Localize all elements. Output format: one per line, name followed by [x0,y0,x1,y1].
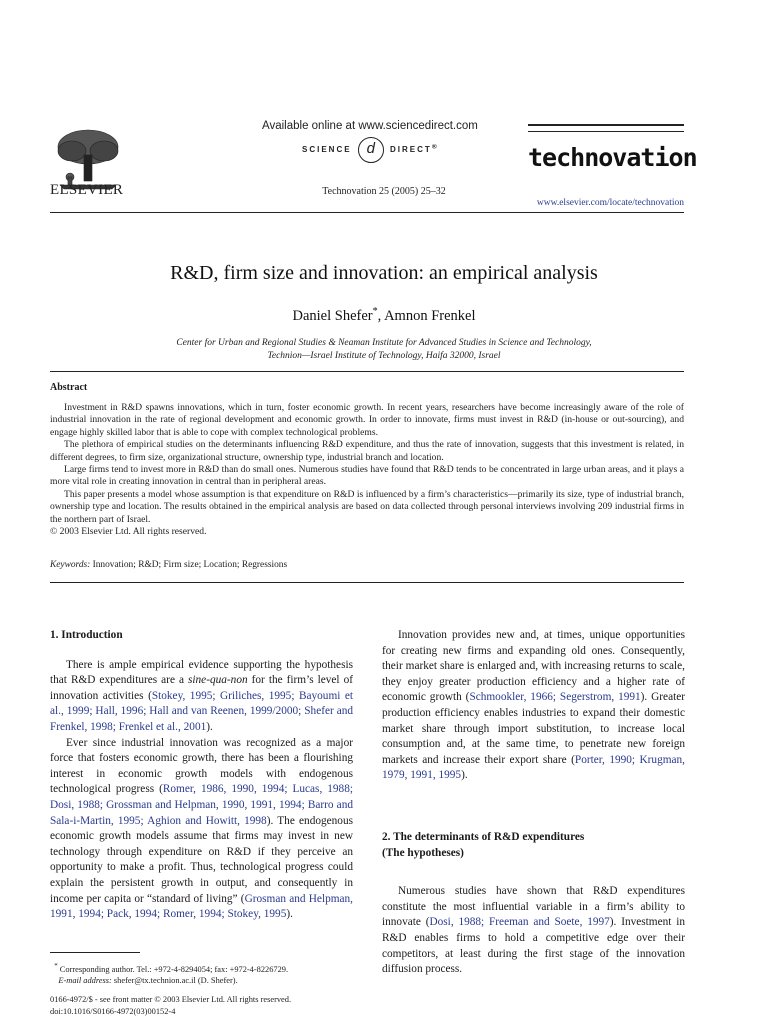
footnote [50,961,360,986]
abstract-paragraph: This paper presents a model whose assumption is that expenditure on R&D is influenced by a firm’s characteristics—primarily its size, type of industrial branch, ownership type and location. The results obtained in the empirical analysis are based on data collected through personal interviews involving 209 industrial firms in the northern part of Israel. [50,488,684,525]
front-matter-line: 0166-4972/$ - see front matter © 2003 Elsevier Ltd. All rights reserved. [50,995,292,1004]
left-column [50,628,353,923]
footnote-mark: * [54,962,58,970]
email-label: E-mail address: [58,975,112,985]
citation-link[interactable]: Grosman and Helpman, 1991, 1994; Pack, 1994; Romer, 1994; Stokey, 1995 [50,892,353,921]
section-heading-introduction: 1. Introduction [50,629,123,641]
article-title: R&D, firm size and innovation: an empirical analysis [170,262,598,284]
affiliation-line-2: Technion—Israel Institute of Technology, Haifa 32000, Israel [267,351,501,361]
email-value[interactable]: shefer@tx.technion.ac.il (D. Shefer). [113,975,238,985]
journal-name: technovation [528,143,697,172]
body-paragraph: Numerous studies have shown that R&D expenditures constitute the most influential variable in a firm’s ability to innovate (Dosi, 1988; Freeman and Soete, 1997). Investment in R&D enables firms to hold a competitive edge over their competitors, at least during the first stage of the innovation diffusion process. [382,885,685,976]
section-heading-determinants: 2. The determinants of R&D expenditures (The hypotheses) [382,830,585,859]
keywords-line [50,560,287,570]
keywords-label: Keywords: [50,560,91,570]
doi-text[interactable]: doi:10.1016/S0166-4972(03)00152-4 [50,1006,176,1016]
body-paragraph: Ever since industrial innovation was recognized as a major force that fosters economic growth, there has been a flourishing interest in economic growth models with endogenous technological progress (Romer, 1986, 1990, 1994; Lucas, 1988; Dosi, 1988; Grossman and Helpman, 1990, 1991, 1994; Barro and Sala-i-Martin, 1995; Aghion and Howitt, 1998). The endogenous economic growth models assume that firms may invest in new technology through expenditure on R&D if they perceive an opportunity to make a profit. Thus, technological progress could explain the persistent growth in output, and consequently in income per capita or “standard of living” (Grosman and Helpman, 1991, 1994; Pack, 1994; Romer, 1994; Stokey, 1995). [50,736,353,921]
citation-link[interactable]: Porter, 1990; Krugman, 1979, 1991, 1995 [382,753,685,782]
publisher-name: ELSEVIER [50,182,124,198]
citation-link[interactable]: Dosi, 1988; Freeman and Soete, 1997 [429,916,610,929]
journal-rule-top [528,124,684,126]
sd-right-text: DIRECT [390,145,432,155]
author-list [0,306,768,325]
available-online-text[interactable]: Available online at www.sciencedirect.com [262,120,478,132]
sd-left-text: SCIENCE [302,145,352,155]
affiliation-line-1: Center for Urban and Regional Studies & Neaman Institute for Advanced Studies in Science and Technology, [176,338,592,348]
journal-url-link[interactable]: www.elsevier.com/locate/technovation [536,198,684,208]
author-1: Daniel Shefer [292,307,373,324]
abstract-paragraph: Investment in R&D spawns innovations, which in turn, foster economic growth. In recent years, researchers have become increasingly aware of the role of industrial innovation in the rate of regional development and economic growth. In order to innovate, firms must invest in R&D (in-house or out-sourcing), and engage highly skilled labor that is able to cope with complex technological problems. [50,402,684,438]
sciencedirect-logo [302,137,439,163]
abstract-paragraph: Large firms tend to invest more in R&D than do small ones. Numerous studies have found that R&D tends to be concentrated in large urban areas, and it plays a more vital role in creating innovation in central than in peripheral areas. [50,464,684,488]
footnote-email-line [50,975,360,986]
keywords-list: Innovation; R&D; Firm size; Location; Regressions [92,560,288,570]
front-matter [50,994,370,1017]
body-paragraph: Innovation provides new and, at times, unique opportunities for creating new firms and expanding old ones. Consequently, their market share is enlarged and, with increasing returns to scale, they enjoy greater production efficiency and a higher rate of economic growth (Schmookler, 1966; Segerstrom, 1991). Greater production efficiency enables industries to expand their domestic market share through import substitution, to increase local consumption and, at the same time, to penetrate new foreign markets and increase their export share (Porter, 1990; Krugman, 1979, 1991, 1995). [382,629,686,782]
citation-link[interactable]: Schmookler, 1966; Segerstrom, 1991 [469,691,641,704]
journal-citation: Technovation 25 (2005) 25–32 [322,186,446,197]
body-paragraph: There is ample empirical evidence supporting the hypothesis that R&D expenditures are a sine-qua-non for the firm’s level of innovation activities (Stokey, 1995; Griliches, 1995; Bayoumi et al., 1999; Hall, 1996; Hall and van Reenen, 1999/2000; Shefer and Frenkel, 1998; Frenkel et al., 2001). [50,658,353,733]
citation-link[interactable]: Romer, 1986, 1990, 1994; Lucas, 1988; Dosi, 1988; Grossman and Helpman, 1990, 1991, 1994; Barro and Sala-i-Martin, 1995; Aghion and Howitt, 1998 [50,783,353,827]
abstract-divider-bottom [50,582,684,583]
abstract-paragraph: The plethora of empirical studies on the determinants influencing R&D expenditure, and thus the rate of innovation, suggests that this investment is related, in different degrees, to firm size, organizational structure, ownership type, industrial branch and location. [50,439,684,463]
affiliation [0,337,768,363]
abstract-divider-top [50,371,684,372]
footnote-line: * Corresponding author. Tel.: +972-4-8294054; fax: +972-4-8226729. [54,962,289,974]
journal-rule-bottom [528,131,684,132]
sd-at-mark: d [358,137,384,163]
corresponding-author-mark[interactable]: * [372,306,378,317]
abstract-copyright: © 2003 Elsevier Ltd. All rights reserved. [50,526,207,538]
author-2: Amnon Frenkel [384,307,476,324]
footnote-divider [50,952,140,953]
author-separator: , [377,307,385,324]
sd-registered-mark: ® [431,143,439,151]
right-column [382,628,685,978]
abstract-body [50,402,684,538]
header-divider [50,212,684,213]
abstract-heading: Abstract [50,382,88,393]
citation-link[interactable]: Stokey, 1995; Griliches, 1995; Bayoumi et al., 1999; Hall, 1996; Hall and van Reenen, 1999/2000; Shefer and Frenkel, 1998; Frenkel et al., 2001 [50,689,353,733]
